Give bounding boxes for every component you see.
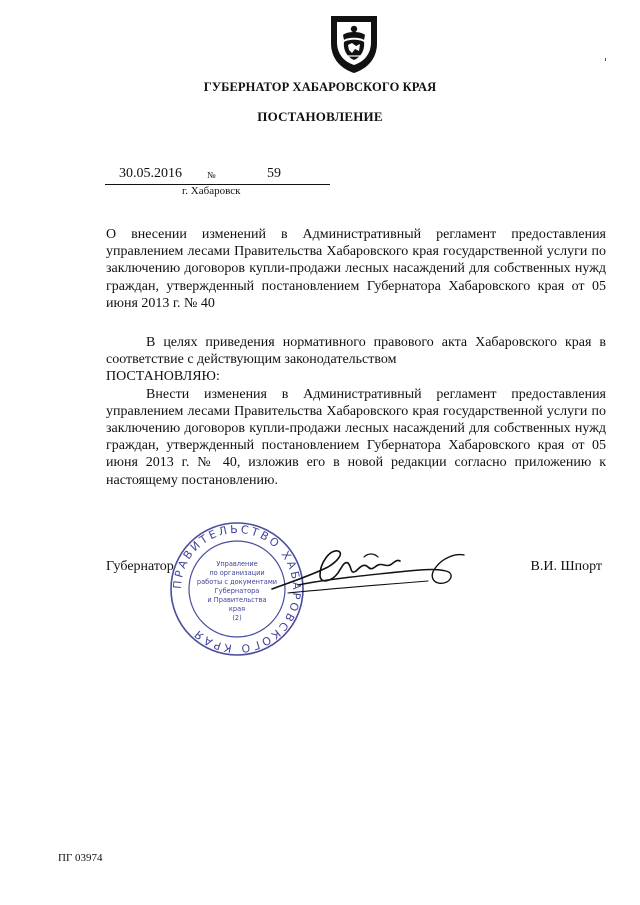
- document-type-heading: ПОСТАНОВЛЕНИЕ: [257, 109, 383, 124]
- document-date: 30.05.2016: [119, 166, 182, 181]
- signatory-title: Губернатор: [106, 559, 174, 574]
- signatory-name: В.И. Шпорт: [530, 559, 602, 574]
- preamble-paragraph: В целях приведения нормативного правового акта Хабаровского края в соответствие с действующим законодательством: [106, 335, 606, 368]
- stamp-line: работы с документами: [196, 578, 278, 586]
- document-number: 59: [267, 166, 281, 181]
- coat-of-arms-emblem: [328, 13, 380, 75]
- stamp-line: и Правительства: [207, 596, 267, 604]
- city-of-issue: г. Хабаровск: [182, 185, 241, 197]
- stamp-ring-text: ПРАВИТЕЛЬСТВО ХАБАРОВСКОГО КРАЯ: [170, 522, 304, 656]
- resolution-paragraph: Внести изменения в Административный регламент предоставления управлением лесами Правительства Хабаровского края государственной услуги по заключению договоров купли-продажи лесных насаждений для собственных нужд граждан, утвержденный постановлением Губернатора Хабаровского края от 05 июня 2013 г. № 40, изложив его в новой редакции согласно приложению к настоящему постановлению.: [106, 386, 606, 488]
- stamp-line: (2): [232, 614, 242, 622]
- issuer-title: ГУБЕРНАТОР ХАБАРОВСКОГО КРАЯ: [203, 80, 437, 94]
- date-number-line: [105, 166, 330, 185]
- document-subject: О внесении изменений в Административный регламент предоставления управлением лесами Правительства Хабаровского края государственной услуги по заключению договоров купли-продажи лесных насаждений для собственных нужд граждан, утвержденный постановлением Губернатора Хабаровского края от 05 июня 2013 г. № 40: [106, 227, 606, 311]
- document-body: [106, 334, 606, 489]
- scan-mark: [605, 58, 606, 61]
- stamp-line: Управление: [216, 560, 258, 568]
- stamp-line: по организации: [209, 569, 265, 577]
- number-sign: №: [207, 170, 216, 180]
- form-code: ПГ 03974: [58, 852, 103, 864]
- resolve-label: ПОСТАНОВЛЯЮ:: [106, 369, 220, 385]
- stamp-line: Губернатора: [214, 587, 260, 595]
- handwritten-signature: [268, 545, 468, 597]
- stamp-line: края: [228, 605, 246, 613]
